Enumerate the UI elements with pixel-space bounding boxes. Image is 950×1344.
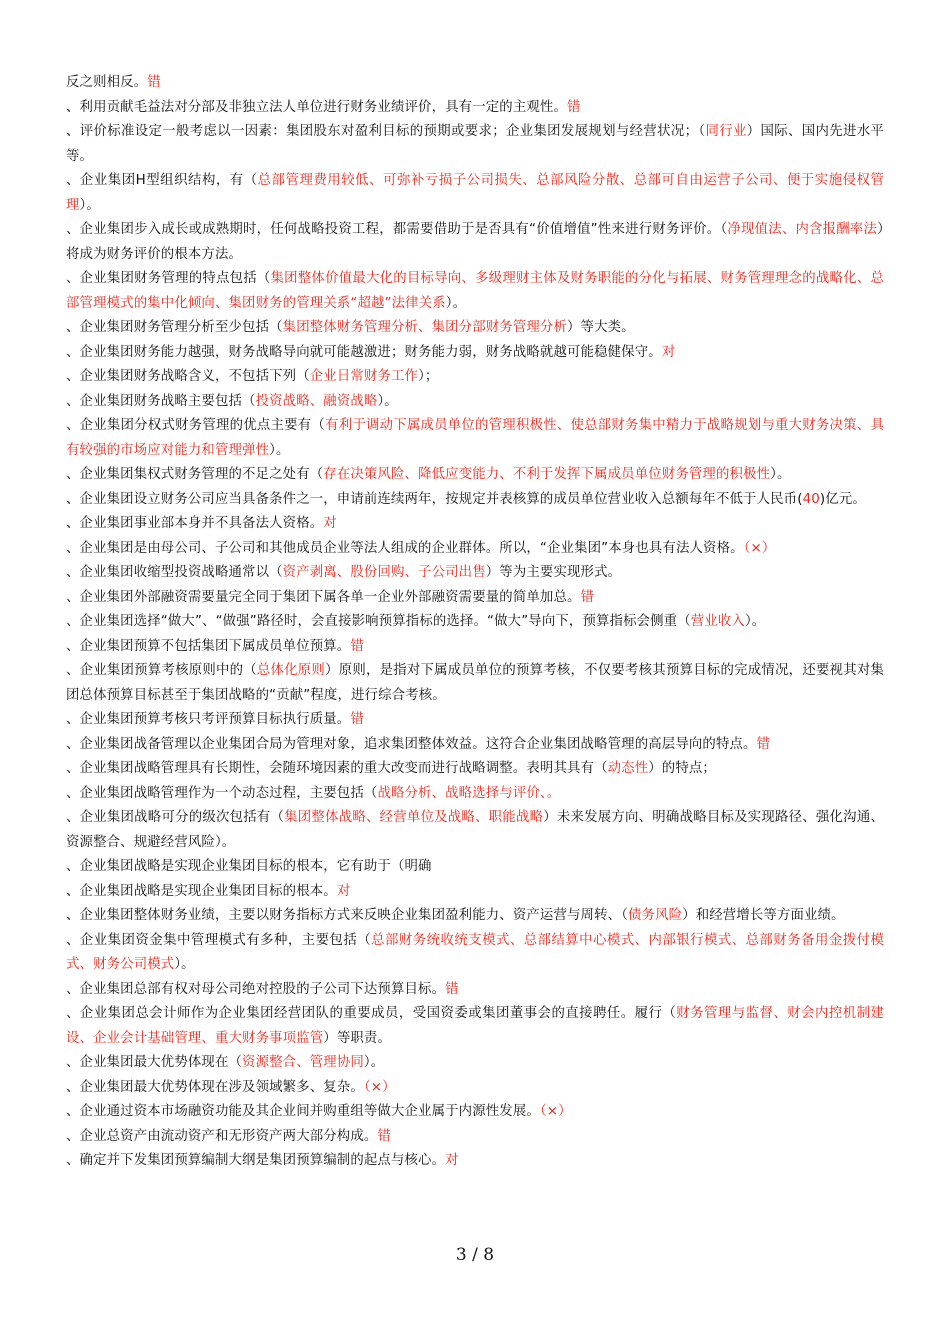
paragraph: [66, 586, 884, 611]
paragraph: [66, 904, 884, 929]
answer-text: 投资战略、融资战略: [255, 393, 378, 409]
answer-text: 动态性: [607, 761, 649, 776]
question-text: ）。: [269, 442, 290, 458]
question-text: 、企业集团财务管理分析至少包括（: [66, 320, 283, 335]
question-text: 、企业集团外部融资需要量完全同于集团下属各单一企业外部融资需要量的简单加总。: [66, 589, 581, 605]
answer-text: 营业收入: [690, 614, 745, 629]
question-text: 、企业集团战略可分的级次包括有（: [66, 810, 285, 825]
answer-text: 错: [377, 1128, 391, 1144]
paragraph: [66, 855, 884, 880]
paragraph: [66, 659, 884, 708]
question-text: ）将成为财务评价的根本方法。: [66, 222, 884, 262]
answer-text: 企业日常财务工作: [309, 369, 419, 384]
question-text: 、企业集团是由母公司、子公司和其他成员企业等法人组成的企业群体。所以，“企业集团”本身也具有法人资格。: [66, 540, 744, 556]
paragraph: [66, 1076, 884, 1101]
paragraph: [66, 414, 884, 463]
document-body: [66, 71, 884, 1174]
answer-text: 错: [350, 638, 364, 654]
question-text: ）未来发展方向、明确战略目标及实现路径、强化沟通、资源整合、规避经营风险）。: [66, 810, 884, 850]
answer-text: 错: [350, 712, 364, 727]
paragraph: [66, 635, 884, 660]
paragraph: [66, 365, 884, 390]
question-text: 、企业集团总部有权对母公司绝对控股的子公司下达预算目标。: [66, 981, 446, 997]
question-text: 、企业集团财务战略主要包括（: [66, 393, 256, 409]
answer-text: 错: [567, 99, 581, 115]
answer-text: 同行业: [705, 124, 747, 139]
paragraph: [66, 1051, 884, 1076]
question-text: 、企业集团预算考核只考评预算目标执行质量。: [66, 712, 351, 727]
paragraph: [66, 1149, 884, 1174]
paragraph: [66, 1002, 884, 1051]
paragraph: [66, 880, 884, 905]
question-text: 、评价标准设定一般考虑以一因素：集团股东对盈利目标的预期或要求；企业集团发展规划与经营状况；（: [66, 124, 706, 139]
answer-text: 战略分析、战略选择与评价、。: [377, 785, 561, 801]
question-text: ）。: [174, 957, 195, 972]
paragraph: [66, 757, 884, 782]
paragraph: [66, 169, 884, 218]
answer-text: 对: [323, 516, 337, 531]
question-text: ）等大类。: [567, 320, 635, 335]
question-text: 、企业集团战备管理以企业集团合局为管理对象，追求集团整体效益。这符合企业集团战略管理的高层导向的特点。: [66, 736, 757, 752]
question-text: 、企业集团集权式财务管理的不足之处有（: [66, 467, 324, 482]
question-text: 、企业集团战略管理作为一个动态过程，主要包括（: [66, 785, 378, 801]
answer-text: 40: [802, 491, 820, 507]
answer-text: 资源整合、管理协同: [242, 1055, 364, 1070]
answer-text: 对: [336, 883, 351, 899]
paragraph: [66, 390, 884, 415]
question-text: 、企业集团财务能力越强，财务战略导向就可能越激进；财务能力弱，财务战略就越可能稳健保守。: [66, 344, 662, 360]
paragraph: [66, 537, 884, 562]
question-text: ）。: [445, 295, 467, 311]
answer-text: 错: [756, 736, 771, 752]
question-text: 、企业总资产由流动资产和无形资产两大部分构成。: [66, 1128, 378, 1144]
question-text: ）等为主要实现形式。: [485, 565, 622, 580]
paragraph: [66, 561, 884, 586]
paragraph: [66, 71, 884, 96]
paragraph: [66, 1100, 884, 1125]
question-text: 、利用贡献毛益法对分部及非独立法人单位进行财务业绩评价，具有一定的主观性。: [66, 99, 568, 115]
question-text: ）等职责。: [323, 1030, 391, 1046]
paragraph: [66, 463, 884, 488]
question-text: 、企业通过资本市场融资功能及其企业间并购重组等做大企业属于内源性发展。: [66, 1104, 540, 1119]
question-text: ）国际、国内先进水平等。: [66, 124, 884, 164]
paragraph: [66, 96, 884, 121]
paragraph: [66, 806, 884, 855]
question-text: 、企业集团战略是实现企业集团目标的根本。: [66, 883, 337, 899]
question-text: 、企业集团资金集中管理模式有多种，主要包括（: [66, 932, 372, 948]
question-text: 、企业集团步入成长或成熟期时，任何战略投资工程，都需要借助于是否具有“价值增值”性来进行财务评价。（: [66, 222, 728, 237]
paragraph: [66, 978, 884, 1003]
question-text: ）。: [377, 393, 398, 409]
answer-text: 对: [661, 344, 676, 360]
question-text: ）；: [418, 369, 439, 384]
answer-text: 集团整体战略、经营单位及战略、职能战略: [284, 810, 544, 825]
paragraph: [66, 120, 884, 169]
answer-text: 对: [445, 1153, 459, 1168]
page-number: 3 / 8: [455, 1245, 495, 1265]
answer-text: （×）: [539, 1104, 572, 1119]
paragraph: [66, 610, 884, 635]
answer-text: 资产剥离、股份回购、子公司出售: [282, 565, 486, 580]
question-text: 、企业集团H型组织结构，有（: [66, 173, 258, 188]
paragraph: [66, 218, 884, 267]
answer-text: 总体化原则: [256, 663, 326, 678]
question-text: 、企业集团最大优势体现在涉及领域繁多、复杂。: [66, 1079, 364, 1095]
question-text: ）的特点；: [648, 761, 716, 776]
answer-text: 净现值法、内含报酬率法: [727, 222, 878, 237]
answer-text: 集团整体价值最大化的目标导向、多级理财主体及财务职能的分化与拓展、财务管理理念的战略化、总部管理模式的集中化倾向、集团财务的管理关系“超越”法律关系: [66, 271, 885, 311]
paragraph: [66, 316, 884, 341]
answer-text: 存在决策风险、降低应变能力、不利于发挥下属成员单位财务管理的积极性: [323, 467, 771, 482]
paragraph: [66, 708, 884, 733]
question-text: 、企业集团分权式财务管理的优点主要有（: [66, 418, 326, 433]
question-text: 、企业集团预算不包括集团下属成员单位预算。: [66, 638, 351, 654]
answer-text: 错: [580, 589, 595, 605]
paragraph: [66, 733, 884, 758]
question-text: 、确定并下发集团预算编制大纲是集团预算编制的起点与核心。: [66, 1153, 446, 1168]
paragraph: [66, 782, 884, 807]
answer-text: 有利于调动下属成员单位的管理积极性、使总部财务集中精力于战略规划与重大财务决策、具有较强的市场应对能力和管理弹性: [66, 418, 884, 458]
question-text: 、企业集团事业部本身并不具备法人资格。: [66, 516, 324, 531]
question-text: 、企业集团设立财务公司应当具备条件之一，申请前连续两年，按规定并表核算的成员单位营业收入总额每年不低于人民币(: [66, 491, 803, 507]
answer-text: （×）: [363, 1079, 396, 1095]
paragraph: [66, 341, 884, 366]
question-text: 、企业集团最大优势体现在（: [66, 1055, 243, 1070]
paragraph: [66, 512, 884, 537]
answer-text: 错: [445, 981, 459, 997]
question-text: ）。: [744, 614, 766, 629]
question-text: 、企业集团总会计师作为企业集团经营团队的重要成员，受国资委或集团董事会的直接聘任。履行（: [66, 1006, 677, 1021]
question-text: 、企业集团预算考核原则中的（: [66, 663, 257, 678]
answer-text: 债务风险: [628, 908, 683, 923]
answer-text: （×）: [743, 540, 776, 556]
paragraph: [66, 488, 884, 513]
question-text: 、企业集团整体财务业绩，主要以财务指标方式来反映企业集团盈利能力、资产运营与周转、（: [66, 908, 629, 923]
question-text: ）原则，是指对下属成员单位的预算考核，不仅要考核其预算目标的完成情况，还要视其对集团总体预算目标甚至于集团战略的“贡献”程度，进行综合考核。: [66, 663, 885, 703]
question-text: 、企业集团战略是实现企业集团目标的根本，它有助于（明确: [66, 859, 432, 874]
question-text: ）。: [79, 197, 100, 213]
answer-text: 错: [147, 75, 161, 90]
question-text: 、企业集团收缩型投资战略通常以（: [66, 565, 283, 580]
answer-text: 集团整体财务管理分析、集团分部财务管理分析: [282, 320, 568, 335]
paragraph: [66, 267, 884, 316]
answer-text: 总部管理费用较低、可弥补亏损子公司损失、总部风险分散、总部可自由运营子公司、便于实施侵权管理: [66, 173, 885, 213]
question-text: ）。: [770, 467, 791, 482]
paragraph: [66, 929, 884, 978]
answer-text: 总部财务统收统支模式、总部结算中心模式、内部银行模式、总部财务备用金拨付模式、财务公司模式: [66, 932, 884, 972]
question-text: 、企业集团选择“做大”、“做强”路径时，会直接影响预算指标的选择。“做大”导向下，预算指标会侧重（: [66, 614, 691, 629]
question-text: ）和经营增长等方面业绩。: [682, 908, 845, 923]
question-text: 、企业集团财务管理的特点包括（: [66, 271, 271, 286]
question-text: 、企业集团战略管理具有长期性，会随环境因素的重大改变而进行战略调整。表明其具有（: [66, 761, 608, 776]
question-text: )亿元。: [819, 491, 866, 507]
question-text: ）。: [363, 1055, 385, 1070]
question-text: 反之则相反。: [66, 75, 148, 90]
answer-text: 财务管理与监督、财会内控机制建设、企业会计基础管理、重大财务事项监管: [66, 1006, 884, 1046]
paragraph: [66, 1125, 884, 1150]
question-text: 、企业集团财务战略含义，不包括下列（: [66, 369, 310, 384]
